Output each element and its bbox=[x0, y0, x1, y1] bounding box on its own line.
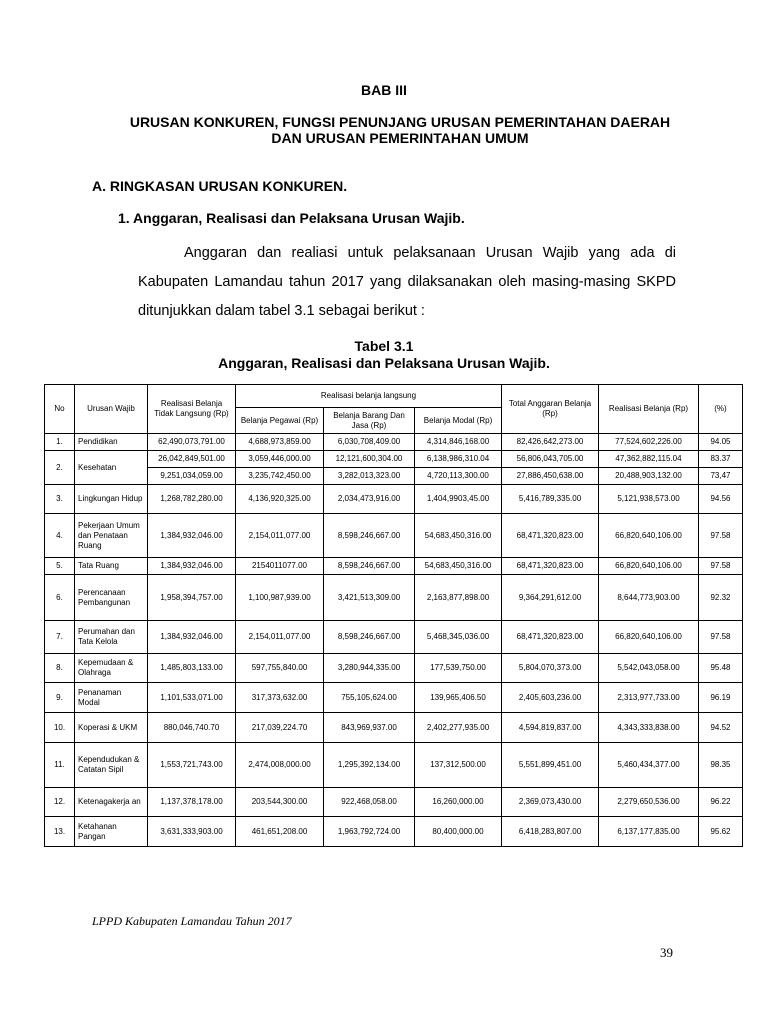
row-no: 3. bbox=[45, 485, 75, 514]
row-persen: 94.05 bbox=[699, 434, 743, 451]
table-row bbox=[45, 451, 743, 468]
row-barang-jasa: 1,295,392,134.00 bbox=[324, 743, 415, 788]
row-barang-jasa: 8,598,246,667.00 bbox=[324, 621, 415, 654]
header-tidak-langsung: Realisasi Belanja Tidak Langsung (Rp) bbox=[148, 385, 236, 434]
row-barang-jasa: 755,105,624.00 bbox=[324, 683, 415, 713]
row-pegawai: 461,651,208.00 bbox=[236, 817, 324, 847]
row-urusan: Koperasi & UKM bbox=[75, 713, 148, 743]
table-caption bbox=[0, 338, 768, 372]
row-realisasi: 6,137,177,835.00 bbox=[599, 817, 699, 847]
row-persen: 96.22 bbox=[699, 788, 743, 817]
row-persen: 83.37 bbox=[699, 451, 743, 468]
row-total: 68,471,320,823.00 bbox=[502, 514, 599, 558]
row-persen: 97.58 bbox=[699, 514, 743, 558]
row-realisasi: 5,542,043,058.00 bbox=[599, 654, 699, 683]
row-no: 12. bbox=[45, 788, 75, 817]
row-pegawai: 3,235,742,450.00 bbox=[236, 468, 324, 485]
row-persen: 96.19 bbox=[699, 683, 743, 713]
subsection-heading: 1. Anggaran, Realisasi dan Pelaksana Urusan Wajib. bbox=[118, 210, 465, 226]
row-persen: 97.58 bbox=[699, 558, 743, 575]
row-persen: 97.58 bbox=[699, 621, 743, 654]
row-modal: 139,965,406.50 bbox=[415, 683, 502, 713]
row-urusan: Penanaman Modal bbox=[75, 683, 148, 713]
row-persen: 73,47 bbox=[699, 468, 743, 485]
row-total: 5,804,070,373.00 bbox=[502, 654, 599, 683]
row-no: 13. bbox=[45, 817, 75, 847]
row-total: 27,886,450,638.00 bbox=[502, 468, 599, 485]
row-barang-jasa: 2,034,473,916.00 bbox=[324, 485, 415, 514]
row-pegawai: 2,154,011,077.00 bbox=[236, 621, 324, 654]
row-no: 1. bbox=[45, 434, 75, 451]
row-pegawai: 2,154,011,077.00 bbox=[236, 514, 324, 558]
row-modal: 54,683,450,316.00 bbox=[415, 558, 502, 575]
header-total-anggaran: Total Anggaran Belanja (Rp) bbox=[502, 385, 599, 434]
row-tidak-langsung: 3,631,333,903.00 bbox=[148, 817, 236, 847]
table-row bbox=[45, 788, 743, 817]
row-modal: 16,260,000.00 bbox=[415, 788, 502, 817]
header-persen: (%) bbox=[699, 385, 743, 434]
row-barang-jasa: 1,963,792,724.00 bbox=[324, 817, 415, 847]
row-urusan: Pekerjaan Umum dan Penataan Ruang bbox=[75, 514, 148, 558]
row-urusan: Ketenagakerja an bbox=[75, 788, 148, 817]
row-barang-jasa: 8,598,246,667.00 bbox=[324, 514, 415, 558]
row-tidak-langsung: 1,384,932,046.00 bbox=[148, 514, 236, 558]
row-urusan: Perumahan dan Tata Kelola bbox=[75, 621, 148, 654]
row-pegawai: 203,544,300.00 bbox=[236, 788, 324, 817]
table-caption-title: Anggaran, Realisasi dan Pelaksana Urusan Wajib. bbox=[218, 355, 550, 371]
row-modal: 80,400,000.00 bbox=[415, 817, 502, 847]
row-persen: 98.35 bbox=[699, 743, 743, 788]
table-row bbox=[45, 654, 743, 683]
budget-table bbox=[44, 384, 743, 847]
row-realisasi: 2,279,650,536.00 bbox=[599, 788, 699, 817]
row-barang-jasa: 922,468,058.00 bbox=[324, 788, 415, 817]
row-total: 4,594,819,837.00 bbox=[502, 713, 599, 743]
row-realisasi: 20,488,903,132.00 bbox=[599, 468, 699, 485]
row-pegawai: 597,755,840.00 bbox=[236, 654, 324, 683]
row-no: 8. bbox=[45, 654, 75, 683]
row-realisasi: 5,121,938,573.00 bbox=[599, 485, 699, 514]
chapter-title: URUSAN KONKUREN, FUNGSI PENUNJANG URUSAN PEMERINTAHAN DAERAH DAN URUSAN PEMERINTAHAN UMUM bbox=[129, 114, 671, 146]
footer-text: LPPD Kabupaten Lamandau Tahun 2017 bbox=[92, 914, 292, 928]
row-realisasi: 66,820,640,106.00 bbox=[599, 621, 699, 654]
header-urusan: Urusan Wajib bbox=[75, 385, 148, 434]
row-pegawai: 217,039,224.70 bbox=[236, 713, 324, 743]
body-paragraph: Anggaran dan realiasi untuk pelaksanaan Urusan Wajib yang ada di Kabupaten Lamandau tahun 2017 yang dilaksanakan oleh masing-masing SKPD ditunjukkan dalam tabel 3.1 sebagai berikut : bbox=[138, 245, 676, 319]
row-modal: 137,312,500.00 bbox=[415, 743, 502, 788]
row-urusan: Kepemudaan & Olahraga bbox=[75, 654, 148, 683]
table-caption-number: Tabel 3.1 bbox=[354, 338, 414, 354]
row-pegawai: 4,136,920,325.00 bbox=[236, 485, 324, 514]
row-urusan: Ketahanan Pangan bbox=[75, 817, 148, 847]
row-barang-jasa: 843,969,937.00 bbox=[324, 713, 415, 743]
row-persen: 94.52 bbox=[699, 713, 743, 743]
row-urusan: Pendidikan bbox=[75, 434, 148, 451]
table-row bbox=[45, 713, 743, 743]
row-tidak-langsung: 1,384,932,046.00 bbox=[148, 558, 236, 575]
row-persen: 95.48 bbox=[699, 654, 743, 683]
row-realisasi: 66,820,640,106.00 bbox=[599, 514, 699, 558]
row-urusan: Tata Ruang bbox=[75, 558, 148, 575]
row-modal: 4,314,846,168.00 bbox=[415, 434, 502, 451]
row-realisasi: 77,524,602,226.00 bbox=[599, 434, 699, 451]
header-barang-jasa: Belanja Barang Dan Jasa (Rp) bbox=[324, 408, 415, 434]
row-realisasi: 5,460,434,377.00 bbox=[599, 743, 699, 788]
table-row bbox=[45, 575, 743, 621]
row-total: 82,426,642,273.00 bbox=[502, 434, 599, 451]
row-modal: 4,720,113,300.00 bbox=[415, 468, 502, 485]
row-barang-jasa: 3,421,513,309.00 bbox=[324, 575, 415, 621]
row-no: 9. bbox=[45, 683, 75, 713]
row-total: 2,369,073,430.00 bbox=[502, 788, 599, 817]
row-no: 7. bbox=[45, 621, 75, 654]
row-no: 11. bbox=[45, 743, 75, 788]
table-row bbox=[45, 514, 743, 558]
header-langsung-group: Realisasi belanja langsung bbox=[236, 385, 502, 408]
row-pegawai: 2,474,008,000.00 bbox=[236, 743, 324, 788]
page-number: 39 bbox=[660, 945, 673, 960]
row-barang-jasa: 6,030,708,409.00 bbox=[324, 434, 415, 451]
row-total: 2,405,603,236.00 bbox=[502, 683, 599, 713]
row-pegawai: 3,059,446,000.00 bbox=[236, 451, 324, 468]
row-no: 4. bbox=[45, 514, 75, 558]
header-modal: Belanja Modal (Rp) bbox=[415, 408, 502, 434]
row-pegawai: 317,373,632.00 bbox=[236, 683, 324, 713]
row-no: 5. bbox=[45, 558, 75, 575]
row-persen: 94.56 bbox=[699, 485, 743, 514]
row-modal: 5,468,345,036.00 bbox=[415, 621, 502, 654]
row-tidak-langsung: 1,384,932,046.00 bbox=[148, 621, 236, 654]
row-urusan: Perencanaan Pembangunan bbox=[75, 575, 148, 621]
row-modal: 2,402,277,935.00 bbox=[415, 713, 502, 743]
row-realisasi: 8,644,773,903.00 bbox=[599, 575, 699, 621]
row-no: 2. bbox=[45, 451, 75, 485]
row-realisasi: 66,820,640,106.00 bbox=[599, 558, 699, 575]
row-persen: 92.32 bbox=[699, 575, 743, 621]
row-tidak-langsung: 62,490,073,791.00 bbox=[148, 434, 236, 451]
row-tidak-langsung: 9,251,034,059.00 bbox=[148, 468, 236, 485]
row-realisasi: 4,343,333,838.00 bbox=[599, 713, 699, 743]
table-row bbox=[45, 468, 743, 485]
table-header-row bbox=[45, 385, 743, 408]
row-modal: 1,404,9903,45.00 bbox=[415, 485, 502, 514]
row-total: 68,471,320,823.00 bbox=[502, 621, 599, 654]
row-tidak-langsung: 1,101,533,071.00 bbox=[148, 683, 236, 713]
table-row bbox=[45, 817, 743, 847]
table-row bbox=[45, 434, 743, 451]
table-row bbox=[45, 683, 743, 713]
row-total: 5,416,789,335.00 bbox=[502, 485, 599, 514]
table-row bbox=[45, 558, 743, 575]
row-urusan: Lingkungan Hidup bbox=[75, 485, 148, 514]
row-tidak-langsung: 1,553,721,743.00 bbox=[148, 743, 236, 788]
row-tidak-langsung: 1,958,394,757.00 bbox=[148, 575, 236, 621]
row-persen: 95.62 bbox=[699, 817, 743, 847]
row-total: 5,551,899,451.00 bbox=[502, 743, 599, 788]
header-no: No bbox=[45, 385, 75, 434]
table-row bbox=[45, 485, 743, 514]
row-total: 6,418,283,807.00 bbox=[502, 817, 599, 847]
row-tidak-langsung: 1,268,782,280.00 bbox=[148, 485, 236, 514]
row-barang-jasa: 3,280,944,335.00 bbox=[324, 654, 415, 683]
row-barang-jasa: 12,121,600,304.00 bbox=[324, 451, 415, 468]
row-no: 10. bbox=[45, 713, 75, 743]
row-pegawai: 4,688,973,859.00 bbox=[236, 434, 324, 451]
row-realisasi: 2,313,977,733.00 bbox=[599, 683, 699, 713]
row-pegawai: 2154011077.00 bbox=[236, 558, 324, 575]
header-realisasi: Realisasi Belanja (Rp) bbox=[599, 385, 699, 434]
table-row bbox=[45, 743, 743, 788]
row-tidak-langsung: 1,485,803,133.00 bbox=[148, 654, 236, 683]
row-realisasi: 47,362,882,115.04 bbox=[599, 451, 699, 468]
row-modal: 6,138,986,310.04 bbox=[415, 451, 502, 468]
row-total: 9,364,291,612.00 bbox=[502, 575, 599, 621]
row-barang-jasa: 3,282,013,323.00 bbox=[324, 468, 415, 485]
row-urusan: Kependudukan & Catatan Sipil bbox=[75, 743, 148, 788]
header-pegawai: Belanja Pegawai (Rp) bbox=[236, 408, 324, 434]
row-modal: 177,539,750.00 bbox=[415, 654, 502, 683]
row-tidak-langsung: 1,137,378,178.00 bbox=[148, 788, 236, 817]
row-modal: 2,163,877,898.00 bbox=[415, 575, 502, 621]
row-no: 6. bbox=[45, 575, 75, 621]
section-heading: A. RINGKASAN URUSAN KONKUREN. bbox=[92, 178, 348, 194]
row-total: 68,471,320,823.00 bbox=[502, 558, 599, 575]
row-modal: 54,683,450,316.00 bbox=[415, 514, 502, 558]
row-urusan: Kesehatan bbox=[75, 451, 148, 485]
row-barang-jasa: 8,598,246,667.00 bbox=[324, 558, 415, 575]
row-tidak-langsung: 26,042,849,501.00 bbox=[148, 451, 236, 468]
chapter-heading: BAB III bbox=[361, 82, 407, 98]
row-tidak-langsung: 880,046,740.70 bbox=[148, 713, 236, 743]
table-row bbox=[45, 621, 743, 654]
row-pegawai: 1,100,987,939.00 bbox=[236, 575, 324, 621]
row-total: 56,806,043,705.00 bbox=[502, 451, 599, 468]
